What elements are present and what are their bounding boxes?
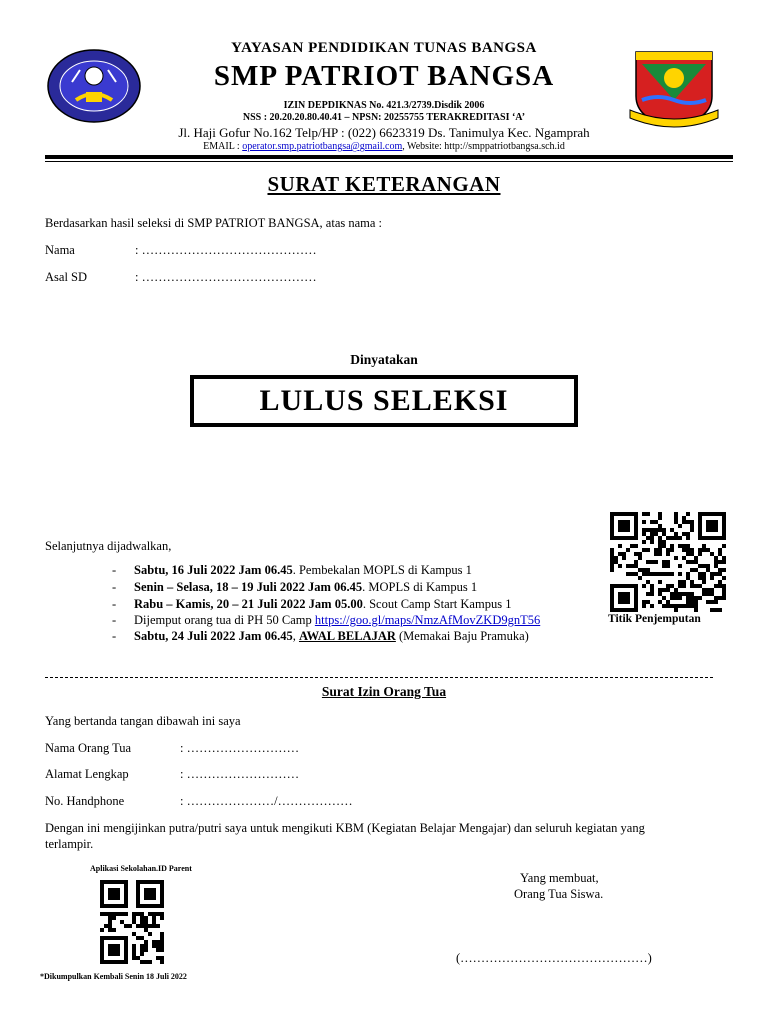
permit-intro: Yang bertanda tangan dibawah ini saya (45, 714, 241, 728)
foundation-name: YAYASAN PENDIDIKAN TUNAS BANGSA (231, 40, 537, 56)
map-link[interactable]: https://goo.gl/maps/NmzAfMovZKD9gnT56 (314, 613, 541, 627)
document-title: SURAT KETERANGAN (267, 172, 501, 196)
intro-text: Berdasarkan hasil seleksi di SMP PATRIOT BANGSA, atas nama : (45, 216, 383, 230)
contact-line (0, 141, 768, 152)
parent-address-value: : ……………………… (180, 767, 300, 781)
header-rule (45, 155, 733, 159)
parent-address-label: Alamat Lengkap (45, 767, 129, 781)
qr-caption: Titik Penjemputan (608, 613, 701, 625)
result-box (190, 375, 578, 427)
schedule-intro: Selanjutnya dijadwalkan, (45, 539, 172, 553)
consent-line-2: terlampir. (45, 837, 94, 851)
header-rule-thin (45, 161, 733, 162)
parent-phone-label: No. Handphone (45, 794, 125, 808)
schedule-item: - Dijemput orang tua di PH 50 Camp https://goo.gl/maps/NmzAfMovZKD9gnT56 (112, 613, 541, 627)
schedule-text: . Pembekalan MOPLS di Kampus 1 (292, 563, 472, 577)
schedule-item: - Sabtu, 16 Juli 2022 Jam 06.45. Pembekalan MOPLS di Kampus 1 (112, 563, 472, 577)
schedule-item: - Senin – Selasa, 18 – 19 Juli 2022 Jam 06.45. MOPLS di Kampus 1 (112, 580, 478, 594)
field-label-school: Asal SD (45, 270, 88, 284)
school-name: SMP PATRIOT BANGSA (213, 60, 555, 92)
parent-phone-value: : …………………/……………… (180, 794, 353, 808)
parent-name-value: : ……………………… (180, 741, 300, 755)
schedule-item: - Sabtu, 24 Juli 2022 Jam 06.45, AWAL BELAJAR (Memakai Baju Pramuka) (112, 629, 529, 643)
schedule-text: . MOPLS di Kampus 1 (362, 580, 478, 594)
field-value-name: : …………………………………… (135, 243, 317, 257)
website-text: , Website: http://smppatriotbangsa.sch.id (402, 141, 565, 152)
schedule-text: Dijemput orang tua di PH 50 Camp (134, 613, 315, 627)
schedule-item: - Rabu – Kamis, 20 – 21 Juli 2022 Jam 05.00. Scout Camp Start Kampus 1 (112, 597, 512, 611)
field-value-school: : …………………………………… (135, 270, 317, 284)
parent-name-label: Nama Orang Tua (45, 741, 132, 755)
footnote: *Dikumpulkan Kembali Senin 18 Juli 2022 (40, 972, 187, 981)
schedule-text: (Memakai Baju Pramuka) (395, 629, 529, 643)
signer-line-1: Yang membuat, (520, 871, 599, 885)
permit-title: Surat Izin Orang Tua (321, 684, 447, 699)
school-address: Jl. Haji Gofur No.162 Telp/HP : (022) 6623319 Ds. Tanimulya Kec. Ngamprah (178, 125, 590, 140)
consent-line-1: Dengan ini mengijinkan putra/putri saya untuk mengikuti KBM (Kegiatan Belajar Mengajar) dan seluruh kegiatan yang (45, 821, 645, 835)
signature-line: (………………………………………) (456, 951, 652, 965)
email-link[interactable]: operator.smp.patriotbangsa@gmail.com (242, 141, 403, 152)
schedule-date: Senin – Selasa, 18 – 19 Juli 2022 Jam 06.45 (134, 580, 363, 594)
pickup-qr-code[interactable] (610, 512, 726, 612)
cut-line (45, 677, 713, 678)
app-caption: Aplikasi Sekolahan.ID Parent (90, 864, 192, 873)
result-text: LULUS SELEKSI (259, 384, 509, 417)
permit-number: IZIN DEPDIKNAS No. 421.3/2739.Disdik 2006 (283, 100, 485, 111)
field-label-name: Nama (45, 243, 75, 257)
schedule-date: Rabu – Kamis, 20 – 21 Juli 2022 Jam 05.00 (134, 597, 363, 611)
schedule-highlight: AWAL BELAJAR (298, 629, 396, 643)
signer-line-2: Orang Tua Siswa. (514, 887, 604, 901)
schedule-date: Sabtu, 24 Juli 2022 Jam 06.45 (134, 629, 293, 643)
app-qr-code[interactable] (100, 880, 164, 964)
school-ids: NSS : 20.20.20.80.40.41 – NPSN: 20255755 TERAKREDITASI ‘A’ (242, 112, 526, 123)
declared-label: Dinyatakan (350, 352, 418, 367)
schedule-date: Sabtu, 16 Juli 2022 Jam 06.45 (134, 563, 293, 577)
email-prefix: EMAIL : (203, 141, 243, 152)
schedule-text: . Scout Camp Start Kampus 1 (362, 597, 512, 611)
